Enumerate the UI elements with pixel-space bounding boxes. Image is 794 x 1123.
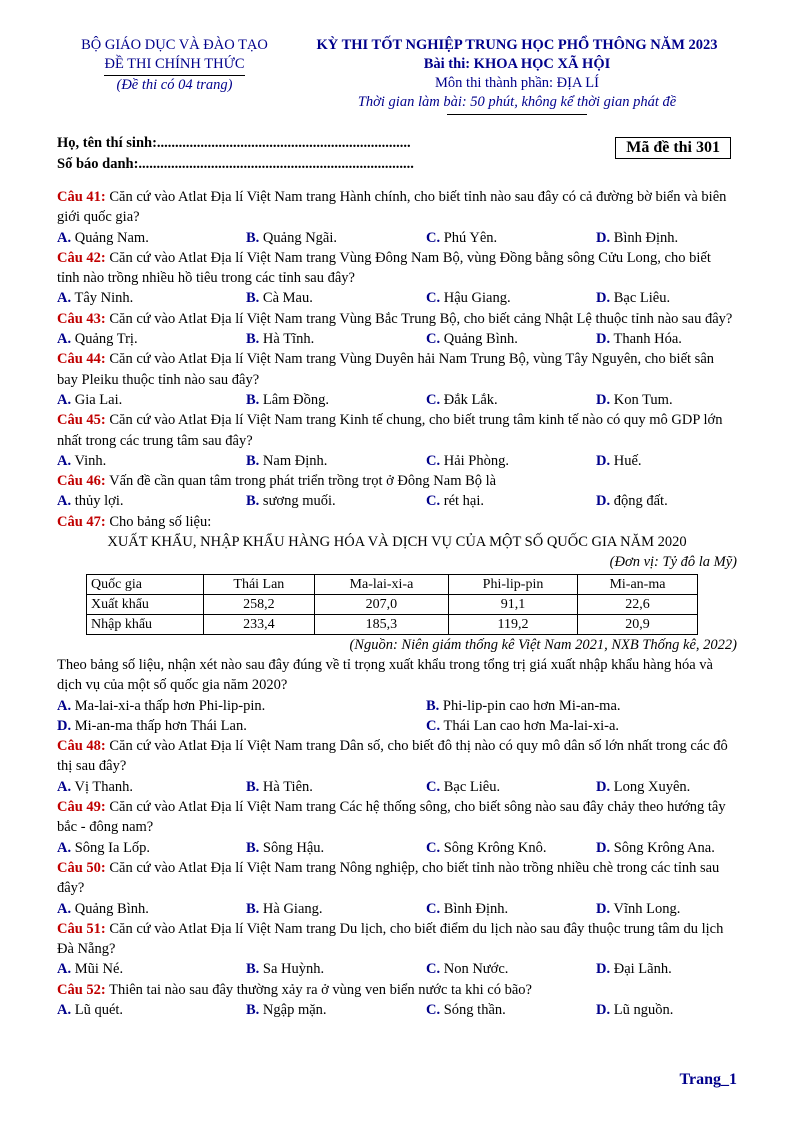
answer-option[interactable]: C. Quảng Bình. xyxy=(426,331,518,348)
table-cell: 258,2 xyxy=(204,594,315,614)
answer-options xyxy=(57,716,737,736)
answer-option[interactable]: B. Hà Tĩnh. xyxy=(246,331,315,348)
answer-option[interactable]: C. Sông Krông Knô. xyxy=(426,839,547,856)
answer-options xyxy=(57,228,737,248)
table-row xyxy=(87,614,698,634)
answer-options xyxy=(57,288,737,308)
question-prompt: Theo bảng số liệu, nhận xét nào sau đây đúng về tỉ trọng xuất khẩu trong tổng trị giá xuất nhập khẩu hàng hóa và dịch vụ của một số quốc gia năm 2020? xyxy=(57,656,713,694)
question-52 xyxy=(57,980,737,1021)
table-cell: 119,2 xyxy=(449,614,578,634)
answer-options xyxy=(57,959,737,979)
table-header-cell: Thái Lan xyxy=(204,574,315,594)
table-cell: 207,0 xyxy=(314,594,448,614)
answer-option[interactable]: B. Cà Mau. xyxy=(246,290,313,307)
question-stem: Câu 42: Căn cứ vào Atlat Địa lí Việt Nam trang Vùng Đông Nam Bộ, vùng Đồng bằng sông Cửu Long, cho biết tỉnh nào trồng nhiều hồ tiêu trong các tỉnh sau đây? xyxy=(57,249,711,287)
header-divider xyxy=(447,114,587,115)
answer-option[interactable]: D. Long Xuyên. xyxy=(596,778,691,795)
answer-option[interactable]: B. Quảng Ngãi. xyxy=(246,229,338,246)
answer-option[interactable]: A. Vinh. xyxy=(57,452,107,469)
question-44 xyxy=(57,349,737,410)
question-49 xyxy=(57,797,737,858)
question-stem: Câu 48: Căn cứ vào Atlat Địa lí Việt Nam trang Dân số, cho biết đô thị nào có quy mô dân số lớn nhất trong các đô thị sau đây? xyxy=(57,738,728,775)
answer-option[interactable]: C. Sóng thần. xyxy=(426,1001,506,1018)
answer-option[interactable]: D. Thanh Hóa. xyxy=(596,331,682,348)
exam-header xyxy=(57,36,737,115)
question-46 xyxy=(57,471,737,512)
question-stem: Câu 43: Căn cứ vào Atlat Địa lí Việt Nam trang Vùng Bắc Trung Bộ, cho biết cảng Nhật Lệ thuộc tỉnh nào sau đây? xyxy=(57,310,733,327)
answer-option[interactable]: B. Nam Định. xyxy=(246,452,328,469)
exam-title: KỲ THI TỐT NGHIỆP TRUNG HỌC PHỔ THÔNG NĂM 2023 xyxy=(316,37,718,53)
table-cell: 91,1 xyxy=(449,594,578,614)
table-cell: 20,9 xyxy=(577,614,697,634)
table-header-row xyxy=(87,574,698,594)
table-cell: 185,3 xyxy=(314,614,448,634)
question-stem: Câu 46: Vấn đề cần quan tâm trong phát triển trồng trọt ở Đông Nam Bộ là xyxy=(57,473,497,490)
answer-option[interactable]: C. Đắk Lắk. xyxy=(426,391,498,408)
exam-duration: Thời gian làm bài: 50 phút, không kể thời gian phát đề xyxy=(357,94,677,110)
answer-option[interactable]: D. Bạc Liêu. xyxy=(596,290,671,307)
answer-option[interactable]: A. Vị Thanh. xyxy=(57,778,134,795)
answer-options xyxy=(57,838,737,858)
answer-options xyxy=(57,491,737,511)
header-exam-info xyxy=(297,36,737,115)
answer-option[interactable]: C. rét hại. xyxy=(426,493,484,510)
exam-component: Môn thi thành phần: ĐỊA LÍ xyxy=(435,75,599,91)
answer-options xyxy=(57,451,737,471)
table-cell: 233,4 xyxy=(204,614,315,634)
question-50 xyxy=(57,858,737,919)
answer-option[interactable]: C. Thái Lan cao hơn Ma-lai-xi-a. xyxy=(426,717,620,734)
candidate-id-field: Số báo danh:............................................................................ xyxy=(57,156,414,172)
answer-option[interactable]: B. Sa Huỳnh. xyxy=(246,961,325,978)
answer-option[interactable]: D. Huế. xyxy=(596,452,642,469)
answer-option[interactable]: A. Quảng Nam. xyxy=(57,229,149,246)
table-header-cell: Quốc gia xyxy=(87,574,204,594)
question-stem: Câu 50: Căn cứ vào Atlat Địa lí Việt Nam trang Nông nghiệp, cho biết tỉnh nào trồng nhiều chè trong các tỉnh sau đây? xyxy=(57,859,720,897)
answer-option[interactable]: D. Mi-an-ma thấp hơn Thái Lan. xyxy=(57,717,247,734)
answer-option[interactable]: D. động đất. xyxy=(596,493,668,510)
data-table xyxy=(86,574,698,635)
question-stem: Câu 44: Căn cứ vào Atlat Địa lí Việt Nam trang Vùng Duyên hải Nam Trung Bộ, vùng Tây Nguyên, cho biết sân bay Pleiku thuộc tỉnh nào sau đây? xyxy=(57,351,715,388)
answer-option[interactable]: C. Non Nước. xyxy=(426,961,509,978)
question-45 xyxy=(57,410,737,471)
answer-options xyxy=(57,899,737,919)
answer-option[interactable]: A. Quảng Bình. xyxy=(57,900,149,917)
question-stem: Câu 45: Căn cứ vào Atlat Địa lí Việt Nam trang Kinh tế chung, cho biết trung tâm kinh tế nào có quy mô GDP lớn nhất trong các trung tâm sau đây? xyxy=(57,412,723,449)
answer-option[interactable]: B. Lâm Đồng. xyxy=(246,391,329,408)
answer-option[interactable]: B. Hà Giang. xyxy=(246,900,323,917)
answer-option[interactable]: B. Phi-lip-pin cao hơn Mi-an-ma. xyxy=(426,697,621,714)
table-row xyxy=(87,594,698,614)
answer-option[interactable]: B. Sông Hậu. xyxy=(246,839,325,856)
exam-code-box: Mã đề thi 301 xyxy=(615,137,731,159)
exam-page xyxy=(57,36,737,1020)
answer-option[interactable]: C. Phú Yên. xyxy=(426,229,498,246)
question-list xyxy=(57,187,737,1020)
answer-option[interactable]: D. Lũ nguồn. xyxy=(596,1001,674,1018)
answer-option[interactable]: C. Bạc Liêu. xyxy=(426,778,501,795)
answer-option[interactable]: C. Hậu Giang. xyxy=(426,290,511,307)
answer-option[interactable]: D. Vĩnh Long. xyxy=(596,900,681,917)
answer-options xyxy=(57,696,737,716)
question-stem: Câu 49: Căn cứ vào Atlat Địa lí Việt Nam trang Các hệ thống sông, cho biết sông nào sau đây chảy theo hướng tây bắc - đông nam? xyxy=(57,799,726,836)
question-51 xyxy=(57,919,737,980)
table-cell: Nhập khẩu xyxy=(87,614,204,634)
answer-option[interactable]: A. thủy lợi. xyxy=(57,493,124,510)
question-48 xyxy=(57,736,737,797)
table-header-cell: Ma-lai-xi-a xyxy=(314,574,448,594)
table-cell: 22,6 xyxy=(577,594,697,614)
table-source: (Nguồn: Niên giám thống kê Việt Nam 2021, NXB Thống kê, 2022) xyxy=(349,636,737,653)
page-count-note: (Đề thi có 04 trang) xyxy=(116,77,233,93)
table-header-cell: Mi-an-ma xyxy=(577,574,697,594)
answer-option[interactable]: C. Bình Định. xyxy=(426,900,509,917)
question-stem: Câu 52: Thiên tai nào sau đây thường xảy ra ở vùng ven biển nước ta khi có bão? xyxy=(57,981,532,998)
candidate-name-field: Họ, tên thí sinh:...................................................................... xyxy=(57,135,411,151)
question-43 xyxy=(57,309,737,350)
question-stem: Câu 47: Cho bảng số liệu: xyxy=(57,513,212,530)
answer-options xyxy=(57,329,737,349)
table-unit: (Đơn vị: Tỷ đô la Mỹ) xyxy=(609,554,737,571)
table-title: XUẤT KHẨU, NHẬP KHẨU HÀNG HÓA VÀ DỊCH VỤ CỦA MỘT SỐ QUỐC GIA NĂM 2020 xyxy=(107,534,687,551)
answer-option[interactable]: B. sương muối. xyxy=(246,493,336,510)
exam-subject: Bài thi: KHOA HỌC XÃ HỘI xyxy=(423,56,611,72)
question-47 xyxy=(57,512,737,736)
answer-option[interactable]: B. Ngập mặn. xyxy=(246,1001,327,1018)
question-41 xyxy=(57,187,737,248)
answer-option[interactable]: A. Sông Ia Lốp. xyxy=(57,839,151,856)
answer-option[interactable]: D. Bình Định. xyxy=(596,229,679,246)
page-number: Trang_1 xyxy=(679,1071,737,1088)
question-42 xyxy=(57,248,737,309)
ministry-name: BỘ GIÁO DỤC VÀ ĐÀO TẠO xyxy=(81,37,268,53)
question-stem: Câu 41: Căn cứ vào Atlat Địa lí Việt Nam trang Hành chính, cho biết tỉnh nào sau đây có cả đường bờ biển và biên giới quốc gia? xyxy=(57,189,727,226)
answer-option[interactable]: A. Quảng Trị. xyxy=(57,331,138,348)
question-stem: Câu 51: Căn cứ vào Atlat Địa lí Việt Nam trang Du lịch, cho biết điểm du lịch nào sau đây thuộc trung tâm du lịch Đà Nẵng? xyxy=(57,920,724,958)
answer-option[interactable]: D. Đại Lãnh. xyxy=(596,961,672,978)
official-exam-label: ĐỀ THI CHÍNH THỨC xyxy=(57,55,292,76)
answer-options xyxy=(57,777,737,797)
answer-option[interactable]: A. Mũi Né. xyxy=(57,961,124,978)
table-cell: Xuất khẩu xyxy=(87,594,204,614)
answer-option[interactable]: A. Tây Ninh. xyxy=(57,290,134,307)
answer-option[interactable]: C. Hải Phòng. xyxy=(426,452,509,469)
answer-option[interactable]: D. Sông Krông Ana. xyxy=(596,839,715,856)
answer-option[interactable]: A. Ma-lai-xi-a thấp hơn Phi-lip-pin. xyxy=(57,697,266,714)
answer-option[interactable]: B. Hà Tiên. xyxy=(246,778,313,795)
answer-option[interactable]: D. Kon Tum. xyxy=(596,391,673,408)
answer-options xyxy=(57,1000,737,1020)
candidate-info xyxy=(57,133,737,175)
answer-option[interactable]: A. Lũ quét. xyxy=(57,1001,124,1018)
table-header-cell: Phi-lip-pin xyxy=(449,574,578,594)
answer-option[interactable]: A. Gia Lai. xyxy=(57,391,123,408)
answer-options xyxy=(57,390,737,410)
header-ministry xyxy=(57,36,292,115)
